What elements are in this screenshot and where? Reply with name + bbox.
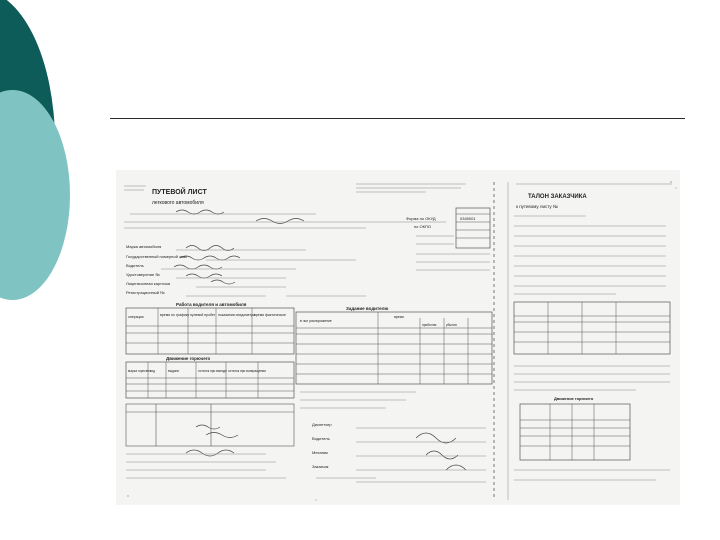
tear-off-table bbox=[514, 302, 670, 354]
task-table bbox=[296, 306, 492, 384]
task-header-time: время bbox=[394, 315, 404, 319]
work-header-zero-run: нулевой пробег bbox=[190, 313, 216, 317]
work-section-title: Работа водителя и автомобиля bbox=[176, 302, 247, 307]
fuel-header-code: код bbox=[150, 369, 155, 373]
teal-circle-light bbox=[0, 90, 70, 300]
tear-off-title: ТАЛОН ЗАКАЗЧИКА bbox=[528, 194, 587, 200]
slide-divider bbox=[110, 118, 685, 119]
label-car-model: Марка автомобиля bbox=[126, 244, 162, 249]
work-table bbox=[126, 301, 294, 354]
tear-off-fuel-table bbox=[520, 396, 630, 460]
fuel-header-return: остаток при возвращении bbox=[228, 369, 266, 373]
fuel-section-title: Движение горючего bbox=[166, 356, 211, 361]
doc-subtitle: легкового автомобиля bbox=[152, 200, 204, 206]
label-registration: Регистрационный № bbox=[126, 290, 165, 295]
sig-driver: Водитель bbox=[312, 436, 330, 441]
tear-off-subtitle: к путевому листу № bbox=[516, 204, 558, 209]
code-value-okud: 0345001 bbox=[460, 216, 476, 221]
fuel-header-issued: выдано bbox=[168, 369, 180, 373]
label-plate: Государственный номерной знак bbox=[126, 254, 187, 259]
sig-dispatcher: Диспетчер bbox=[312, 422, 332, 427]
waybill-scan bbox=[116, 170, 680, 505]
work-header-speedometer: показания спидометра bbox=[218, 313, 255, 317]
code-label-okpo: по ОКПО bbox=[414, 224, 431, 229]
task-section-title: Задание водителю bbox=[346, 306, 389, 311]
fuel-header-departure: остаток при выезде bbox=[198, 369, 227, 373]
sig-customer: Заказчик bbox=[312, 464, 329, 469]
tear-fuel-title: Движение горючего bbox=[554, 396, 594, 401]
codes-box bbox=[406, 208, 490, 248]
fuel-table bbox=[126, 356, 294, 398]
code-label-okud: Форма по ОКУД bbox=[406, 216, 436, 221]
sig-mechanic: Механик bbox=[312, 450, 328, 455]
work-header-operation: операция bbox=[128, 315, 144, 319]
label-license: Удостоверение № bbox=[126, 272, 160, 277]
work-header-actual: время фактическое bbox=[254, 313, 286, 317]
vehicle-info bbox=[126, 244, 187, 295]
label-driver: Водитель bbox=[126, 263, 144, 268]
waybill-form bbox=[116, 170, 680, 505]
task-header-arrival: прибытия bbox=[422, 323, 437, 327]
task-header-departure: убытия bbox=[446, 323, 457, 327]
fuel-header-grade: марка горючего bbox=[128, 369, 152, 373]
task-header-customer: в чье распоряжение bbox=[300, 319, 332, 323]
doc-title: ПУТЕВОЙ ЛИСТ bbox=[152, 189, 207, 196]
work-header-schedule: время по графику bbox=[160, 313, 190, 317]
signatures bbox=[312, 422, 332, 469]
label-license-card: Лицензионная карточка bbox=[126, 281, 171, 286]
